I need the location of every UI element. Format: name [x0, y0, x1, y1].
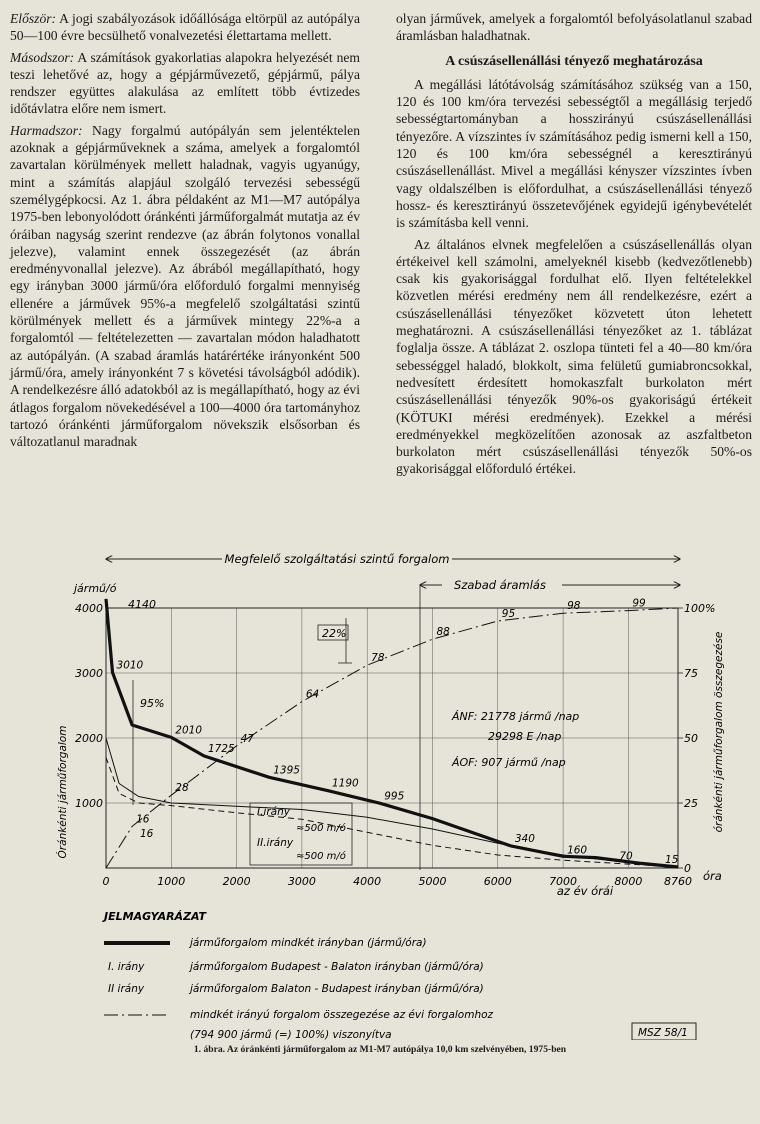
y-tick-label: 1000: [75, 797, 103, 810]
data-label: 64: [305, 688, 320, 701]
anf-label: ÁNF: 21778 jármű /nap: [452, 710, 580, 723]
legend-key-dir1: I. irány: [108, 961, 145, 973]
x-tick-label: 2000: [222, 875, 251, 888]
banner-label: Megfelelő szolgáltatási szintű forgalom: [224, 552, 450, 566]
x-axis-title: az év órái: [556, 884, 614, 898]
lead-second: Másodszor:: [10, 49, 75, 65]
legend-cumulative: mindkét irányú forgalom összegezése az évi forgalomhoz: [190, 1009, 494, 1021]
data-label: 99: [632, 597, 646, 610]
aof-label: ÁOF: 907 jármű /nap: [452, 756, 566, 769]
grid: [106, 608, 678, 868]
data-label: 98: [567, 600, 581, 613]
x-tick-label: 8760: [664, 875, 692, 888]
y2-axis-title: óránkénti járműforgalom összegezése: [713, 631, 725, 833]
paragraph-1-text: A jogi szabályozások időállósága eltörpül az autópálya 50—100 évre becsülhető vonalvezetési élettartama mellett.: [10, 11, 360, 44]
data-label: 3010: [116, 659, 144, 672]
y-tick-label: 2000: [75, 732, 103, 745]
y-axis-title: Óránkénti járműforgalom: [57, 725, 69, 859]
marker-95: 95%: [140, 697, 165, 710]
legend-dir2: járműforgalom Balaton - Budapest irányban (jármű/óra): [190, 983, 484, 995]
y2-tick-label: 100%: [684, 602, 716, 615]
stamp: MSZ 58/1: [638, 1027, 688, 1039]
paragraph-skid: Az általános elvnek megfelelően a csúszásellenállás olyan értékeivel kell számolni, amelyeknél kisebb (kedvezőtlenebb) csak kis gyakorisággal fordulhat elő. Ilyen feltételekkel közvetlen mérési eredmény nem áll rendelkezésre, ezért a csúszásellenállási tényezőket közvetett úton lehetett meghatározni. A csúszásellenállási tényezőket az 1. táblázat foglalja össze. A táblázat 2. oszlopa tünteti fel a 40—80 km/óra sebességgel haladó, blokkolt, sima felületű gumiabroncsokkal, nedvesített érdesített homokaszfalt burkolaton mért csúszásellenállási tényezők 90%-os gyakoriságú értékeit (KÖTUKI mérési eredmények). Ezekkel a mérési eredményekkel megközelítően azonosak az aszfaltbeton burkolaton mért csúszásellenállási tényezők 50%-os gyakorisággal előforduló értékei.: [396, 236, 752, 477]
paragraph-2: [10, 49, 360, 118]
data-label: 1395: [273, 764, 300, 777]
figure-caption: 1. ábra. Az óránkénti járműforgalom az M1-M7 autópálya 10,0 km szelvényében, 1975-ben: [193, 1044, 567, 1055]
data-label: 1725: [207, 742, 235, 755]
data-label: 16: [136, 813, 150, 826]
data-label: 88: [436, 626, 450, 639]
section-heading: A csúszásellenállási tényező meghatározása: [445, 53, 703, 69]
free-flow-label: Szabad áramlás: [454, 578, 546, 592]
data-label: 2010: [175, 724, 203, 737]
x-tick-label: 0: [102, 875, 110, 888]
data-label: 1190: [332, 777, 359, 790]
x-tick-label: 7000: [549, 875, 578, 888]
y2-tick-label: 0: [684, 862, 691, 875]
dir2-label: II.irány: [257, 837, 294, 849]
data-label: 70: [619, 850, 633, 863]
data-label: 15: [665, 854, 679, 867]
data-label: 995: [384, 790, 405, 803]
legend-title: JELMAGYARÁZAT: [104, 910, 207, 923]
paragraph-continued: olyan járművek, amelyek a forgalomtól befolyásolatlanul szabad áramlásban haladhatnak.: [396, 11, 752, 44]
y-tick-label: 3000: [75, 667, 103, 680]
x-tick-label: 8000: [614, 875, 643, 888]
x-tick-label: 6000: [483, 875, 512, 888]
left-column: [10, 10, 360, 454]
dir1-label: I.irány: [257, 806, 290, 818]
series-i-ir-ny: [106, 738, 678, 867]
x-end-label: óra: [703, 869, 722, 883]
x-tick-label: 5000: [418, 875, 447, 888]
paragraph-stopping: A megállási látótávolság számításához szükség van a 150, 120 és 100 km/óra tervezési sebességtől a megállásig terjedő sebességtartományban a hosszirányú csúszásellenállási tényezőre. A vízszintes ív számításához pedig ismerni kell a 150, 120 és 100 km/óra sebességnél a keresztirányú csúszásellenállást. Mivel a megállási kényszer vízszintes ívben vagy oldalszélben is előfordulhat, a csúszásellenállási tényező hossz- és keresztirányú összetevőjének egyidejű igénybevételét is számításba kell venni.: [396, 76, 752, 231]
legend-total: (794 900 jármű (=) 100%) viszonyítva: [190, 1029, 392, 1040]
lead-third: Harmadszor:: [10, 122, 83, 138]
traffic-chart: [0, 540, 760, 1040]
right-column: [396, 10, 752, 482]
y2-tick-label: 25: [684, 797, 698, 810]
legend-key-dir2: II irány: [108, 983, 145, 995]
paragraph-1: [10, 10, 360, 45]
y-tick-label: 4000: [75, 602, 103, 615]
data-labels: [117, 598, 679, 866]
peak-label: 4140: [128, 598, 156, 611]
traffic-figure: [0, 540, 760, 1080]
dir2-value: ≈500 m/ó: [296, 851, 346, 862]
y-unit-label: jármű/ó: [74, 582, 117, 595]
dir1-value: ≈500 m/ó: [296, 823, 346, 834]
paragraph-2-text: A számítások gyakorlatias alapokra helyezését nem teszi lehetővé az, hogy a gépjárművezető, gépjármű, pálya rendszer együttes alakulása az említett több évtizedes időtávlatra előre nem ismert.: [10, 49, 360, 117]
data-label: 340: [514, 832, 535, 845]
y2-tick-label: 50: [684, 732, 698, 745]
legend-dir1: járműforgalom Budapest - Balaton irányban (jármű/óra): [190, 961, 484, 973]
e-label: 29298 E /nap: [488, 730, 562, 743]
x-tick-label: 1000: [157, 875, 186, 888]
x-tick-label: 4000: [353, 875, 382, 888]
legend-both: járműforgalom mindkét irányban (jármű/óra): [190, 937, 427, 949]
lead-first: Először:: [10, 11, 57, 26]
y2-tick-label: 75: [684, 667, 698, 680]
data-label: 28: [175, 782, 189, 795]
data-label: 160: [567, 844, 588, 857]
data-label: 78: [371, 652, 385, 665]
data-label: 47: [240, 732, 254, 745]
data-label: 95: [501, 608, 516, 620]
marker-22: 22%: [322, 627, 347, 640]
series-ii-ir-ny: [106, 758, 678, 868]
paragraph-3: [10, 122, 360, 451]
paragraph-3-text: Nagy forgalmú autópályán sem jelentéktelen azoknak a gépjárműveknek a száma, amelyek a forgalomtól zavartalan körülmények mellett haladnak, vagyis ugyanúgy, mint a számítás alapjául szolgáló tervezési sebességű személygépkocsi. Az 1. ábra példaként az M1—M7 autópálya 1975-ben lebonyolódott óránkénti járműforgalmát mutatja az év óráiban nagyság szerint rendezve (az ábrán folytonos vonallal jelezve), valamint ennek összegezését (az ábrán eredményvonallal jelezve). Az ábrából megállapítható, hogy egy irányban 3000 jármű/óra előforduló forgalmi mennyiség ellenére a járművek 95%-a megfelelő szolgáltatási szintű körülmények mellett és a járművek mintegy 22%-a a forgalomtól — feltételezetten — zavartalan módon haladhatott az autópályán. (A szabad áramlás határértéke irányonként 500 jármű/óra, amely irányonként 7 s követési távolságból adódik). A rendelkezésre álló adatokból az is megállapítható, hogy az évi átlagos forgalom növekedésével a 100—4000 óra tartományhoz tartozó óránkénti járműforgalom növekszik elsősorban és változatlanul maradnak: [10, 122, 360, 450]
marker-16: 16: [140, 828, 154, 840]
x-tick-label: 3000: [287, 875, 316, 888]
